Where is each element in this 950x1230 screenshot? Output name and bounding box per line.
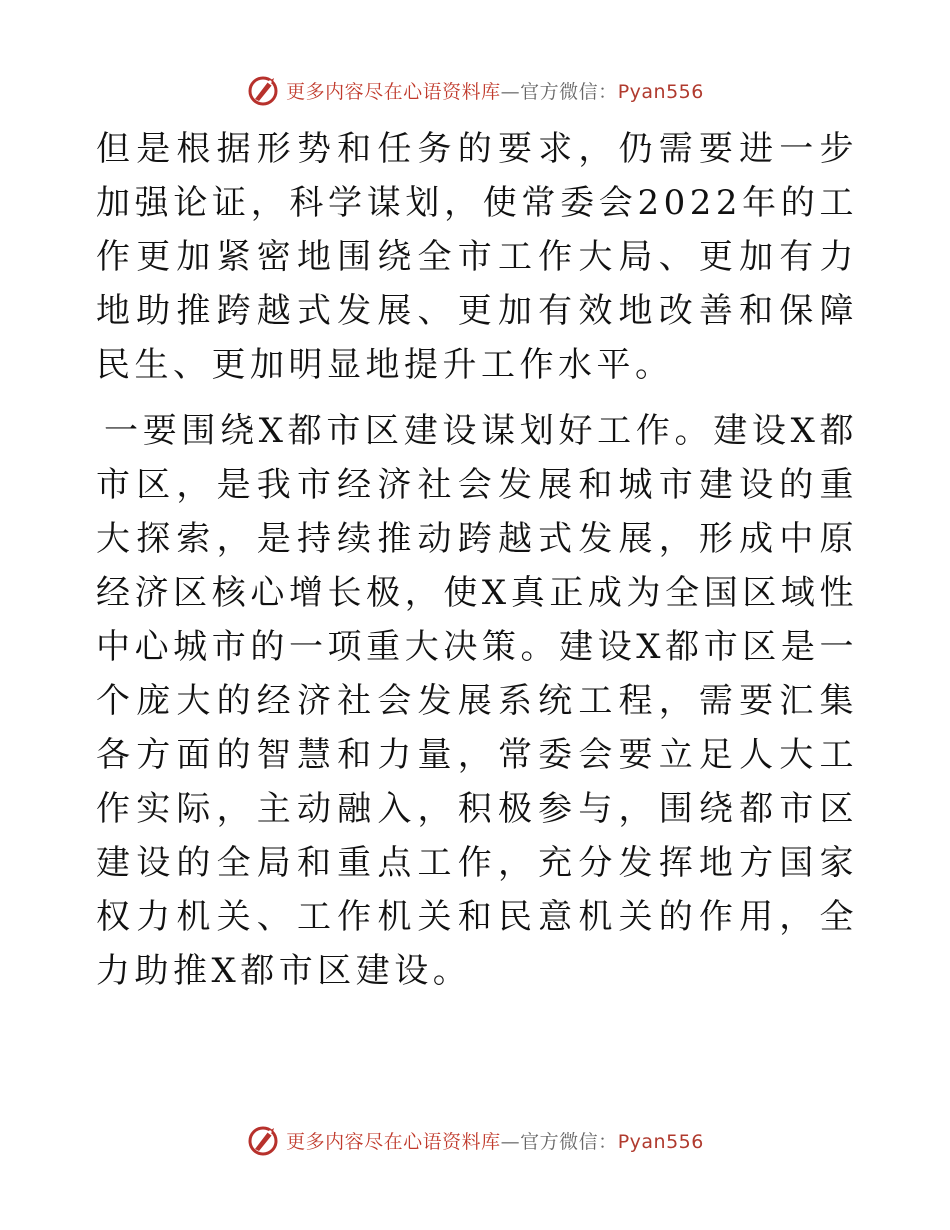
- paragraph-2: 一要围绕X都市区建设谋划好工作。建设X都市区，是我市经济社会发展和城市建设的重大探索，是持续推动跨越式发展，形成中原经济区核心增长极，使X真正成为全国区域性中心城市的一项重大决策。建设X都市区是一个庞大的经济社会发展系统工程，需要汇集各方面的智慧和力量，常委会要立足人大工作实际，主动融入，积极参与，围绕都市区建设的全局和重点工作，充分发挥地方国家权力机关、工作机关和民意机关的作用，全力助推X都市区建设。: [96, 411, 858, 991]
- footer-wechat-id: Pyan556: [617, 1130, 704, 1153]
- header-wechat-id: Pyan556: [617, 80, 704, 103]
- header-site-name: 更多内容尽在心语资料库: [286, 80, 501, 103]
- footer-banner-text: [286, 1127, 704, 1154]
- footer-banner: [0, 1118, 950, 1162]
- paragraph-1: 但是根据形势和任务的要求，仍需要进一步加强论证，科学谋划，使常委会2022年的工作更加紧密地围绕全市工作大局、更加有力地助推跨越式发展、更加有效地改善和保障民生、更加明显地提升工作水平。: [96, 129, 858, 385]
- footer-wechat-label: 官方微信：: [520, 1130, 618, 1153]
- header-wechat-label: 官方微信：: [520, 80, 618, 103]
- footer-dash: —: [500, 1130, 521, 1153]
- header-banner-text: [286, 77, 704, 104]
- pen-nib-logo-icon: [246, 72, 282, 108]
- footer-site-name: 更多内容尽在心语资料库: [286, 1130, 501, 1153]
- pen-nib-logo-icon: [246, 1122, 282, 1158]
- header-dash: —: [500, 80, 521, 103]
- header-banner: [0, 68, 950, 112]
- document-body: [96, 122, 858, 998]
